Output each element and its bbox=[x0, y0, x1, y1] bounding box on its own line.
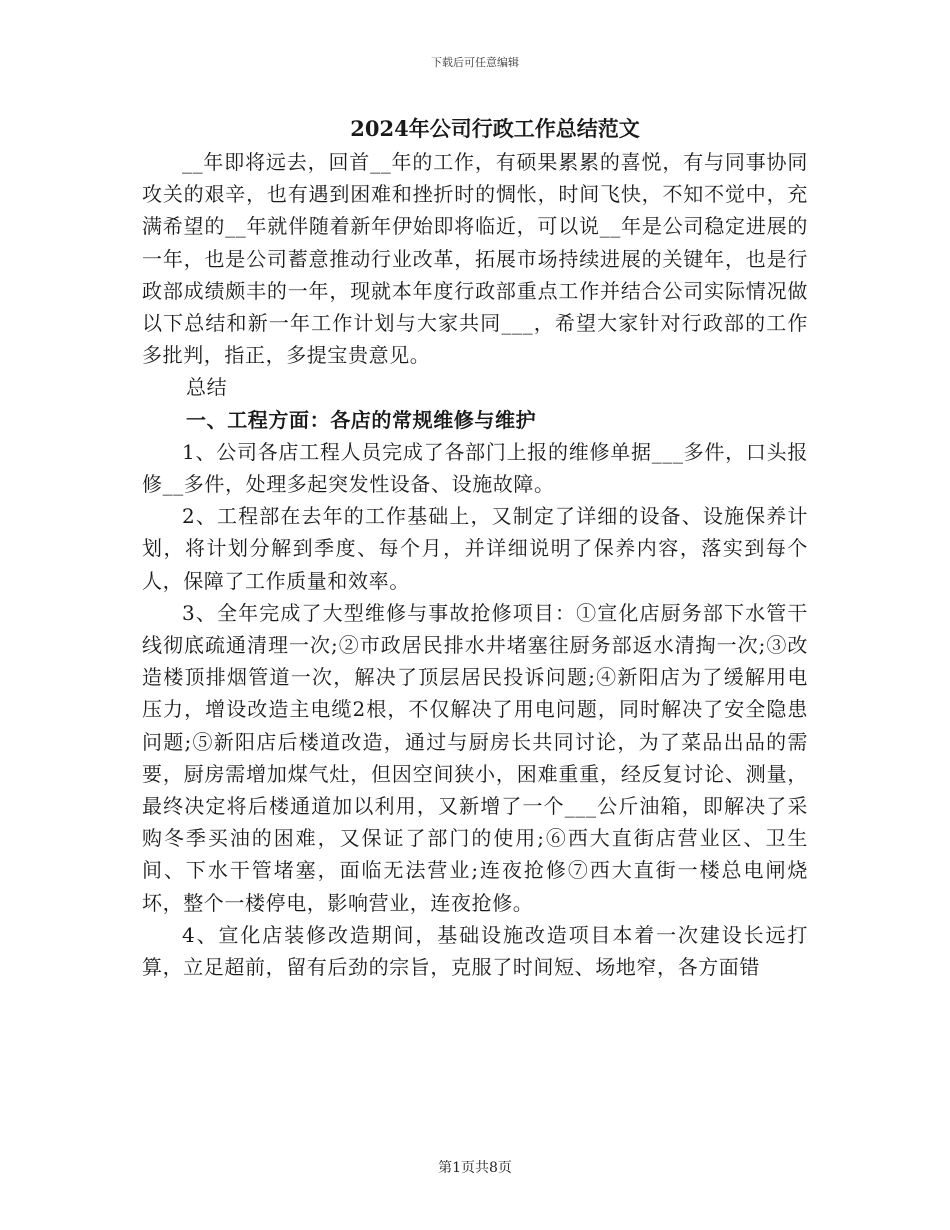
page-header-note: 下载后可任意编辑 bbox=[431, 56, 519, 69]
section-paragraph-4: 4、宣化店装修改造期间，基础设施改造项目本着一次建设长远打算，立足超前，留有后劲的宗旨，克服了时间短、场地窄，各方面错 bbox=[142, 922, 808, 980]
section-paragraph-3: 3、全年完成了大型维修与事故抢修项目：①宣化店厨务部下水管干线彻底疏通清理一次;②市政居民排水井堵塞往厨务部返水清掏一次;③改造楼顶排烟管道一次，解决了顶层居民投诉问题;④新阳店为了缓解用电压力，增设改造主电缆2根，不仅解决了用电问题，同时解决了安全隐患问题;⑤新阳店后楼道改造，通过与厨房长共同讨论，为了菜品出品的需要，厨房需增加煤气灶，但因空间狭小，困难重重，经反复讨论、测量，最终决定将后楼通道加以利用，又新增了一个___公斤油箱，即解决了采购冬季买油的困难，又保证了部门的使用;⑥西大直街店营业区、卫生间、下水干管堵塞，面临无法营业;连夜抢修⑦西大直街一楼总电闸烧坏，整个一楼停电，影响营业，连夜抢修。 bbox=[142, 600, 809, 915]
section-paragraph-1: 1、公司各店工程人员完成了各部门上报的维修单据___多件，口头报修__多件，处理多起突发性设备、设施故障。 bbox=[142, 439, 808, 497]
section-paragraph-2: 2、工程部在去年的工作基础上，又制定了详细的设备、设施保养计划，将计划分解到季度、每个月，并详细说明了保养内容，落实到每个人，保障了工作质量和效率。 bbox=[142, 504, 808, 593]
intro-paragraph: __年即将远去，回首__年的工作，有硕果累累的喜悦，有与同事协同攻关的艰辛，也有遇到困难和挫折时的惆怅，时间飞快，不知不觉中，充满希望的__年就伴随着新年伊始即将临近，可以说__年是公司稳定进展的一年，也是公司蓄意推动行业改革，拓展市场持续进展的关键年，也是行政部成绩颇丰的一年，现就本年度行政部重点工作并结合公司实际情况做以下总结和新一年工作计划与大家共同___，希望大家针对行政部的工作多批判，指正，多提宝贵意见。 bbox=[142, 150, 808, 368]
page-footer-number: 第1页共8页 bbox=[438, 1160, 512, 1176]
summary-label: 总结 bbox=[186, 375, 228, 400]
section-heading: 一、工程方面：各店的常规维修与维护 bbox=[186, 407, 537, 432]
document-body bbox=[142, 112, 808, 983]
document-title: 2024年公司行政工作总结范文 bbox=[350, 116, 640, 141]
